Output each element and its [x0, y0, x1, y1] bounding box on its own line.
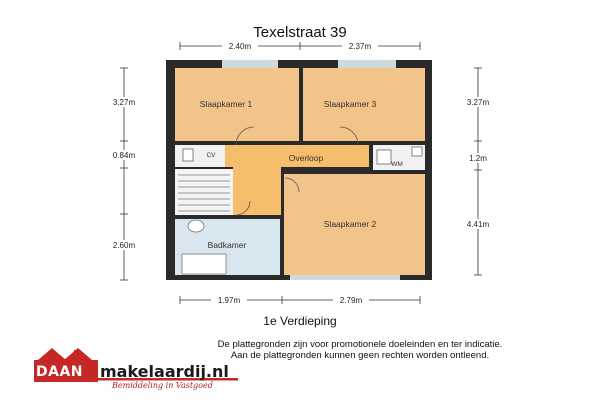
disclaimer-line: De plattegronden zijn voor promotionele doeleinden en ter indicatie.: [217, 339, 503, 350]
window: [222, 60, 278, 68]
dim-left-1: 3.27m: [112, 98, 136, 107]
staircase: [175, 169, 233, 215]
washing-machine-icon: [377, 150, 391, 164]
window: [290, 275, 400, 280]
dim-right-3: 4.41m: [466, 220, 490, 229]
dim-right-2: 1.2m: [469, 154, 487, 163]
label-cv: CV: [206, 152, 216, 159]
label-slaapkamer-2: Slaapkamer 2: [323, 219, 377, 229]
landing-extension: [233, 167, 281, 215]
room-cv: [175, 145, 225, 167]
label-overloop: Overloop: [288, 153, 324, 163]
brand-tagline: Bemiddeling in Vastgoed: [112, 381, 213, 390]
label-badkamer: Badkamer: [207, 240, 247, 250]
dim-bottom-left: 1.97m: [217, 296, 241, 305]
label-slaapkamer-1: Slaapkamer 1: [199, 99, 253, 109]
disclaimer-line: Aan de plattegronden kunnen geen rechten worden ontleend.: [230, 350, 490, 361]
plan-title: Texelstraat 39: [253, 24, 347, 41]
brand-name: DAAN: [36, 364, 84, 380]
dim-top-right: 2.37m: [348, 42, 372, 51]
label-wm: WM: [391, 161, 403, 168]
dim-bottom-right: 2.79m: [339, 296, 363, 305]
dim-right-1: 3.27m: [466, 98, 490, 107]
bathtub-icon: [182, 254, 226, 274]
label-slaapkamer-3: Slaapkamer 3: [323, 99, 377, 109]
dim-left-3: 2.60m: [112, 241, 136, 250]
window: [338, 60, 396, 68]
sink-icon: [412, 147, 422, 156]
roof-shape: [38, 348, 66, 360]
boiler-icon: [183, 149, 193, 161]
toilet-icon: [188, 220, 204, 232]
brand-domain: makelaardij.nl: [100, 362, 229, 381]
dim-left-2: 0.84m: [112, 151, 136, 160]
floor-label: 1e Verdieping: [263, 314, 337, 328]
dim-top-left: 2.40m: [228, 42, 252, 51]
